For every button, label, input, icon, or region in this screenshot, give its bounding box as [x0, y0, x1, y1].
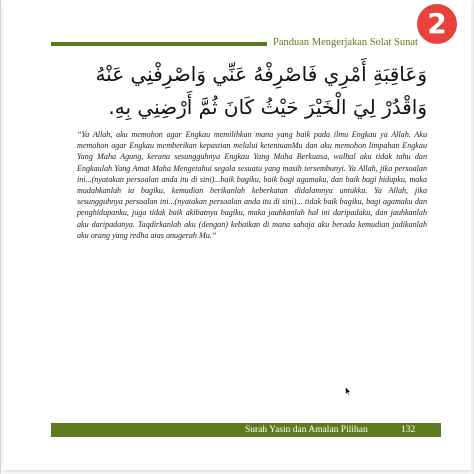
mouse-cursor-icon [345, 386, 351, 396]
arabic-prayer-text: وَعَاقِبَةِ أَمْرِي فَاصْرِفْهُ عَنِّي وَاصْرِفْنِي عَنْهُ وَاقْدُرْ لِيَ الْخَيْرَ حَيْثُ كَانَ ثُمَّ أَرْضِنِي بِهِ. [95, 62, 427, 119]
footer-book-title: Surah Yasin dan Amalan Pilihan [245, 425, 368, 435]
document-page [3, 0, 471, 470]
header-rule [51, 42, 267, 46]
page-count-badge[interactable]: 2 [417, 4, 457, 44]
running-header-title: Panduan Mengerjakan Solat Sunat [273, 37, 418, 48]
translation-paragraph: “Ya Allah, aku memohon agar Engkau memilihkan mana yang baik pada ilmu Engkau ya Allah. Aku memohon agar Engkau memberikan kepastian melalui ketentuanMu dan aku memohon limpahan Engkau Yang Maha Agung, kerana sesungguhnya Engkau Yang Maha Berkuasa, walhal aku tidak tahu dan Engkaulah Yang Amat Maha Mengetahui segala sesuatu yang masih tersembunyi. Ya Allah, jika persoalan ini...(nyatakan persoalan anda itu di sini)...baik bagiku, baik bagi agamaku, dan baik bagi hidupku, maka mudahkanlah ia bagiku, kemudian berikanlah keberkatan didalamnya untukku. Ya Allah, jika sesungguhnya persoalan ini...(nyatakan persoalan anda itu di sini)... tidak baik bagiku, bagi agamaku dan penghidupanku, juga tidak baik akibatnya bagiku, maka jauhkanlah hal ini daripadaku, dan jauhkanlah aku daripadanya. Taqdirkanlah aku (dengan) kebaikan di mana sahaja aku berada kemudian jadikanlah aku orang yang redha atas anugerah Mu.” [77, 130, 427, 240]
page-number: 132 [401, 425, 416, 435]
